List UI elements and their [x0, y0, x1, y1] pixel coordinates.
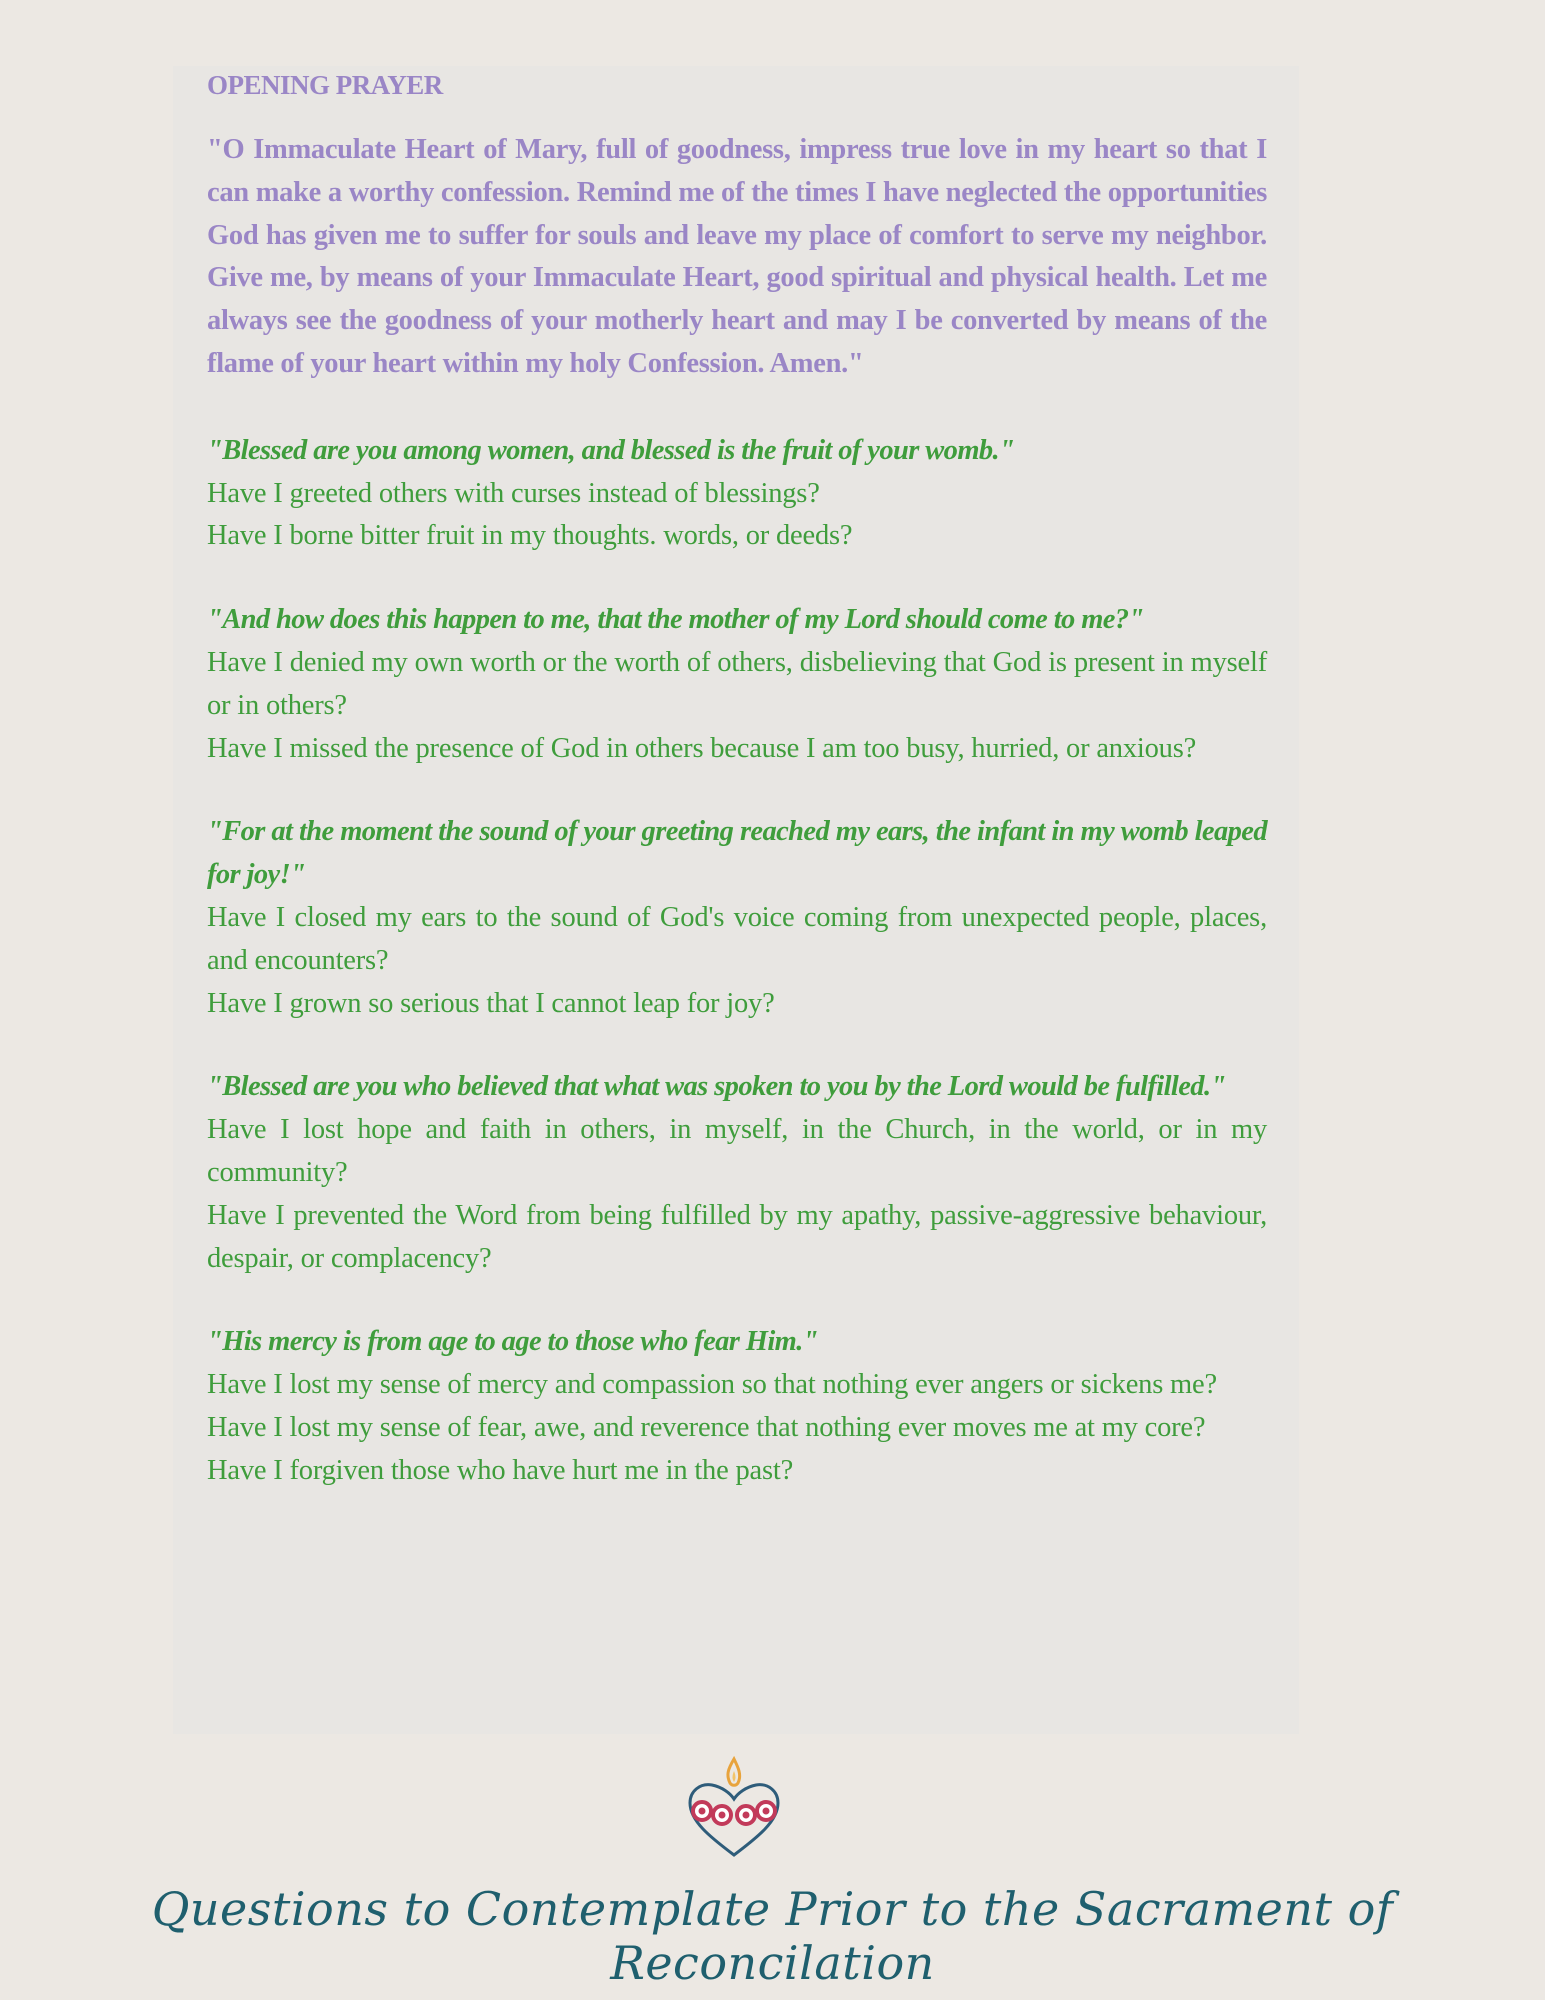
scripture-verse: "Blessed are you among women, and blessed is the fruit of your womb."	[207, 434, 1015, 466]
flaming-heart-icon	[680, 1755, 788, 1861]
reflection-section-3	[207, 811, 1267, 1025]
examination-question: Have I lost my sense of mercy and compassion so that nothing ever angers or sickens me?	[207, 1369, 1217, 1401]
scripture-verse: "Blessed are you who believed that what was spoken to you by the Lord would be fulfilled."	[207, 1071, 1226, 1103]
reflection-section-5	[207, 1321, 1267, 1492]
reflection-section-2	[207, 599, 1267, 770]
examination-question: Have I lost my sense of fear, awe, and reverence that nothing ever moves me at my core?	[207, 1411, 1206, 1443]
opening-prayer-heading: OPENING PRAYER	[207, 70, 443, 100]
examination-question: Have I grown so serious that I cannot leap for joy?	[207, 987, 775, 1019]
reflection-section-1	[207, 430, 1267, 558]
examination-question: Have I closed my ears to the sound of God's voice coming from unexpected people, places, and encounters?	[207, 901, 1267, 976]
examination-question: Have I denied my own worth or the worth of others, disbelieving that God is present in myself or in others?	[207, 646, 1267, 721]
examination-question: Have I borne bitter fruit in my thoughts. words, or deeds?	[207, 520, 853, 552]
scripture-verse: "His mercy is from age to age to those who fear Him."	[207, 1326, 818, 1358]
scripture-verse: "For at the moment the sound of your greeting reached my ears, the infant in my womb leaped for joy!"	[207, 816, 1267, 891]
examination-question: Have I greeted others with curses instead of blessings?	[207, 477, 820, 509]
examination-question: Have I missed the presence of God in others because I am too busy, hurried, or anxious?	[207, 732, 1197, 764]
examination-question: Have I prevented the Word from being fulfilled by my apathy, passive-aggressive behaviour, despair, or complacency?	[207, 1199, 1267, 1274]
examination-question: Have I forgiven those who have hurt me in the past?	[207, 1454, 794, 1486]
document-body	[207, 62, 1267, 1534]
opening-prayer-text: "O Immaculate Heart of Mary, full of goodness, impress true love in my heart so that I can make a worthy confession. Remind me of the times I have neglected the opportunities God has given me to suffer for souls and leave my place of comfort to serve my neighbor. Give me, by means of your Immaculate Heart, good spiritual and physical health. Let me always see the goodness of your motherly heart and may I be converted by means of the flame of your heart within my holy Confession. Amen."	[207, 134, 1267, 379]
examination-question: Have I lost hope and faith in others, in myself, in the Church, in the world, or in my community?	[207, 1114, 1267, 1188]
scripture-verse: "And how does this happen to me, that the mother of my Lord should come to me?"	[207, 604, 1144, 636]
reflection-section-4	[207, 1066, 1267, 1280]
document-title: Questions to Contemplate Prior to the Sacrament of Reconcilation	[151, 1882, 1394, 1990]
